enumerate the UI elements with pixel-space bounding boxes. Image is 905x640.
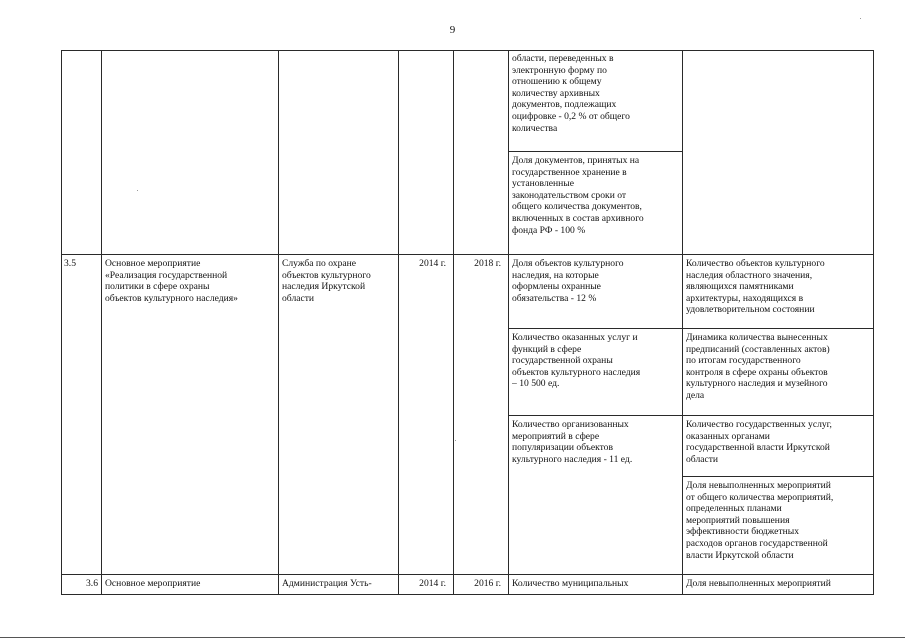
column-border [508, 50, 509, 595]
text-line: количества [512, 122, 558, 134]
text-line: государственной охраны [512, 355, 613, 367]
table-top-border [61, 50, 873, 51]
row-divider [61, 574, 873, 575]
column-border [101, 50, 102, 595]
text-line: включенных в состав архивного [512, 212, 644, 224]
text-line: наследия областного значения, [686, 269, 813, 281]
event-cell: Основное мероприятие [105, 578, 201, 589]
scan-speck [137, 190, 138, 191]
row-divider [508, 415, 873, 416]
end-year: 2018 г. [474, 258, 501, 269]
column-border [278, 50, 279, 595]
start-year: 2014 г. [419, 258, 446, 269]
indicator-cell [512, 332, 680, 390]
row-divider [682, 476, 873, 477]
text-line: обязательства - 12 % [512, 292, 597, 304]
text-line: предписаний (составленных актов) [686, 343, 830, 355]
text-line: документов, подлежащих [512, 99, 617, 111]
text-line: власти Иркутской области [686, 549, 794, 561]
scan-speck [455, 440, 456, 441]
scan-speck [860, 18, 861, 19]
column-border [453, 50, 454, 595]
text-line: функций в сфере [512, 343, 582, 355]
start-year: 2014 г. [419, 578, 446, 589]
text-line: мероприятий повышения [686, 514, 790, 526]
text-line: Доля невыполненных мероприятий [686, 480, 831, 491]
text-line: мероприятий в сфере [512, 430, 600, 442]
text-line: наследия Иркутской [282, 281, 366, 293]
text-line: культурного наследия - 11 ед. [512, 453, 633, 465]
text-line: – 10 500 ед. [512, 378, 560, 390]
text-line: Количество организованных [512, 419, 629, 430]
text-line: популяризации объектов [512, 442, 614, 454]
indicator-cell [512, 258, 680, 304]
result-cell [686, 332, 872, 402]
text-line: оцифровке - 0,2 % от общего [512, 110, 630, 122]
text-line: по итогам государственного [686, 355, 801, 367]
text-line: государственной власти Иркутской [686, 442, 830, 454]
indicator-cell [512, 53, 680, 134]
text-line: оформлены охранные [512, 281, 601, 293]
indicator-cell [512, 155, 680, 236]
row-divider [508, 328, 873, 329]
text-line: являющихся памятниками [686, 281, 794, 293]
indicator-cell: Количество муниципальных [512, 578, 629, 589]
text-line: отношению к общему [512, 76, 602, 88]
result-cell [686, 480, 872, 561]
text-line: культурного наследия и музейного [686, 378, 828, 390]
text-line: установленные [512, 178, 574, 190]
text-line: контроля в сфере охраны объектов [686, 366, 828, 378]
text-line: дела [686, 389, 705, 401]
text-line: области, переведенных в [512, 53, 614, 64]
text-line: Динамика количества вынесенных [686, 332, 828, 343]
executor-cell: Администрация Усть- [282, 578, 372, 589]
row-number: 3.6 [86, 578, 98, 589]
text-line: Количество государственных услуг, [686, 419, 832, 430]
text-line: государственное хранение в [512, 166, 627, 178]
page-number: 9 [449, 24, 456, 36]
text-line: от общего количества мероприятий, [686, 491, 834, 503]
text-line: области [686, 453, 719, 465]
result-cell: Доля невыполненных мероприятий [686, 578, 831, 589]
text-line: законодательством сроки от [512, 189, 627, 201]
text-line: количеству архивных [512, 87, 600, 99]
text-line: политики в сфере охраны [105, 281, 210, 293]
result-cell [686, 258, 872, 316]
text-line: области [282, 292, 315, 304]
executor-cell [282, 258, 397, 304]
text-line: электронную форму по [512, 64, 607, 76]
end-year: 2016 г. [474, 578, 501, 589]
text-line: удовлетворительном состоянии [686, 304, 815, 316]
text-line: эффективности бюджетных [686, 526, 800, 538]
row-number: 3.5 [64, 258, 76, 269]
text-line: «Реализация государственной [105, 269, 228, 281]
row-divider [508, 151, 682, 152]
text-line: архитектуры, находящихся в [686, 292, 804, 304]
scan-edge [0, 637, 905, 638]
text-line: объектов культурного наследия» [105, 292, 238, 304]
text-line: общего количества документов, [512, 201, 642, 213]
row-divider [61, 254, 873, 255]
column-border [873, 50, 874, 595]
text-line: Доля объектов культурного [512, 258, 624, 269]
text-line: фонда РФ - 100 % [512, 224, 586, 236]
column-border [682, 50, 683, 595]
text-line: Количество объектов культурного [686, 258, 825, 269]
text-line: Основное мероприятие [105, 258, 201, 269]
result-cell [686, 419, 872, 465]
text-line: Служба по охране [282, 258, 357, 269]
indicator-cell [512, 419, 680, 465]
text-line: расходов органов государственной [686, 537, 828, 549]
text-line: наследия, на которые [512, 269, 599, 281]
text-line: объектов культурного [282, 269, 371, 281]
table-bottom-border [61, 594, 873, 595]
text-line: определенных планами [686, 503, 782, 515]
text-line: Количество оказанных услуг и [512, 332, 638, 343]
text-line: Доля документов, принятых на [512, 155, 640, 166]
event-cell [105, 258, 277, 304]
text-line: оказанных органами [686, 430, 770, 442]
column-border [61, 50, 62, 595]
text-line: объектов культурного наследия [512, 366, 641, 378]
column-border [398, 50, 399, 595]
